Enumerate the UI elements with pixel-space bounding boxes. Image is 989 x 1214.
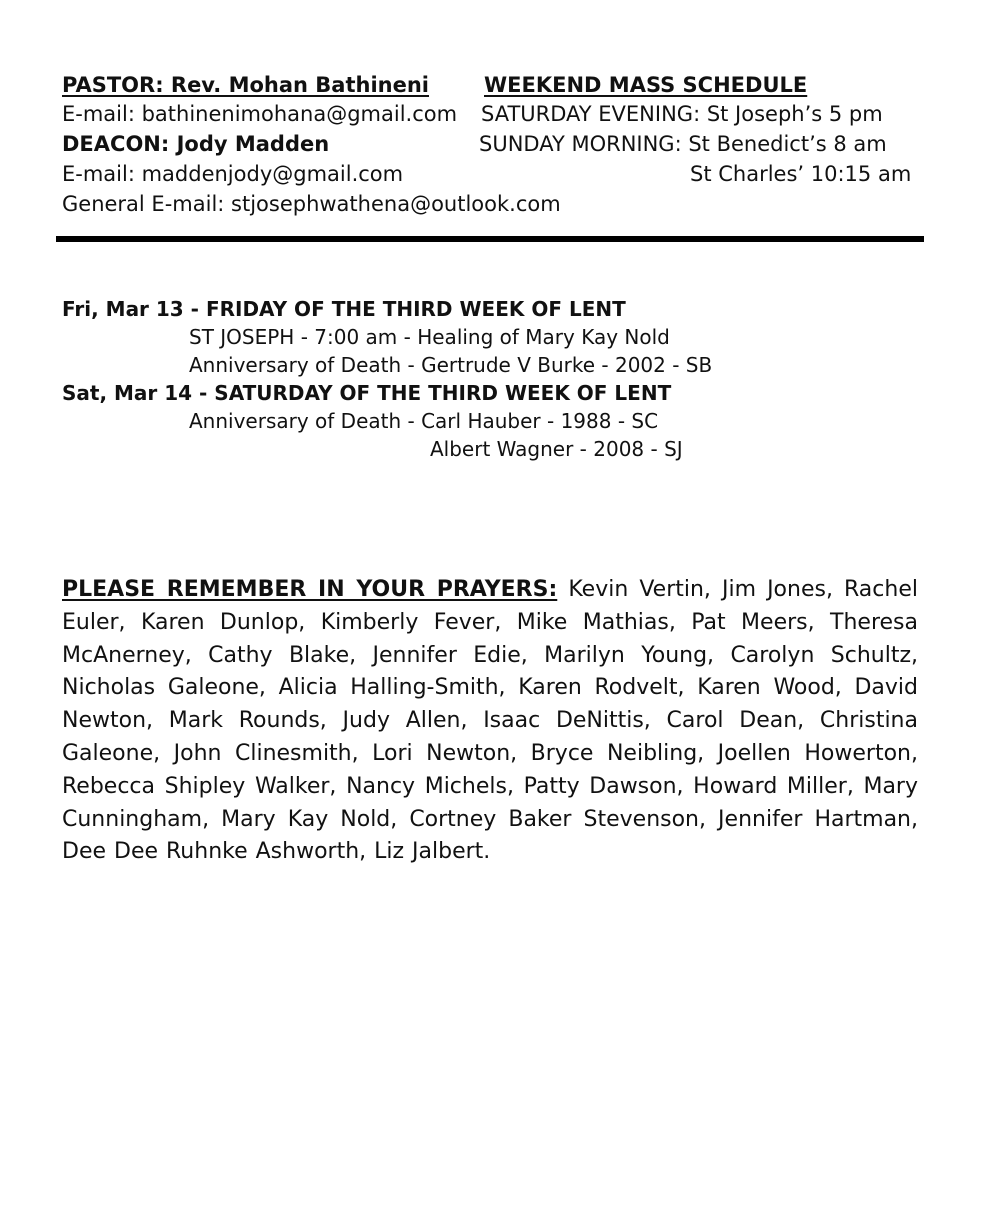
prayer-names: Kevin Vertin, Jim Jones, Rachel Euler, Karen Dunlop, Kimberly Fever, Mike Mathias, Pat Meers, Theresa McAnerney, Cathy Blake, Jennifer Edie, Marilyn Young, Carolyn Schultz, Nicholas Galeone, Alicia Halling-Smith, Karen Rodvelt, Karen Wood, David Newton, Mark Rounds, Judy Allen, Isaac DeNittis, Carol Dean, Christina Galeone, John Clinesmith, Lori Newton, Bryce Neibling, Joellen Howerton, Rebecca Shipley Walker, Nancy Michels, Patty Dawson, Howard Miller, Mary Cunningham, Mary Kay Nold, Cortney Baker Stevenson, Jennifer Hartman, Dee Dee Ruhnke Ashworth, Liz Jalbert. xyxy=(62,577,918,865)
mass-saturday: SATURDAY EVENING: St Joseph’s 5 pm xyxy=(481,102,883,126)
pastor-email: E-mail: bathinenimohana@gmail.com xyxy=(62,102,458,126)
deacon-email: E-mail: maddenjody@gmail.com xyxy=(62,162,404,186)
mass-sunday-second: St Charles’ 10:15 am xyxy=(690,162,912,186)
event-heading-sat: Sat, Mar 14 - SATURDAY OF THE THIRD WEEK OF LENT xyxy=(62,381,672,405)
prayer-list xyxy=(62,574,918,869)
deacon-name: DEACON: Jody Madden xyxy=(62,132,330,156)
event-line-sat-1: Anniversary of Death - Carl Hauber - 1988 - SC xyxy=(189,409,659,433)
general-email: General E-mail: stjosephwathena@outlook.com xyxy=(62,192,561,216)
event-line-fri-2: Anniversary of Death - Gertrude V Burke - 2002 - SB xyxy=(189,353,713,377)
event-line-fri-1: ST JOSEPH - 7:00 am - Healing of Mary Kay Nold xyxy=(189,325,670,349)
prayer-heading: PLEASE REMEMBER IN YOUR PRAYERS: xyxy=(62,577,558,602)
pastor-name: PASTOR: Rev. Mohan Bathineni xyxy=(62,73,429,97)
event-line-sat-2: Albert Wagner - 2008 - SJ xyxy=(430,437,683,461)
event-heading-fri: Fri, Mar 13 - FRIDAY OF THE THIRD WEEK OF LENT xyxy=(62,297,626,321)
header-divider xyxy=(56,236,924,242)
mass-sunday: SUNDAY MORNING: St Benedict’s 8 am xyxy=(479,132,887,156)
mass-schedule-heading: WEEKEND MASS SCHEDULE xyxy=(484,73,808,97)
